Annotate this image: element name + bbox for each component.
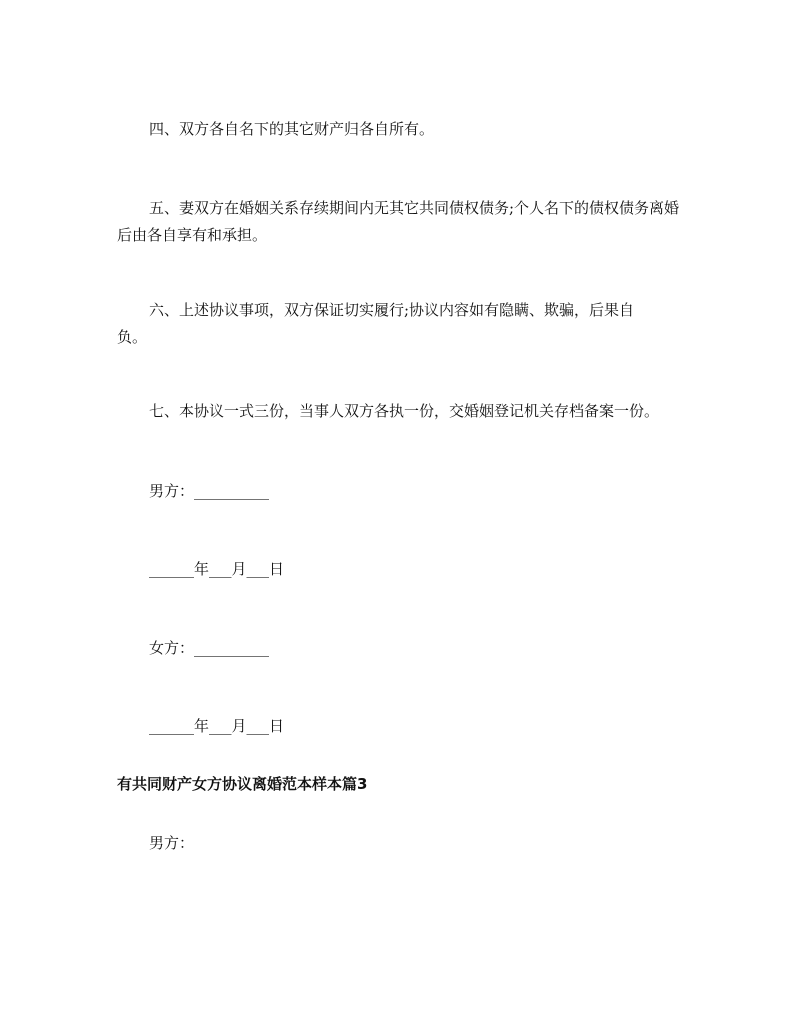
clause-5: 五、妻双方在婚姻关系存续期间内无其它共同债权债务;个人名下的债权债务离婚后由各自享有和承担。 [117, 199, 680, 244]
clause-4: 四、双方各自名下的其它财产归各自所有。 [149, 120, 435, 138]
female-signature-line: 女方：__________ [149, 639, 270, 657]
clause-6: 六、上述协议事项，双方保证切实履行;协议内容如有隐瞒、欺骗，后果自负。 [117, 301, 635, 346]
clause-7: 七、本协议一式三份，当事人双方各执一份，交婚姻登记机关存档备案一份。 [149, 402, 660, 420]
male-signature-line: 男方：__________ [149, 482, 270, 500]
date-line-1: ______年___月___日 [149, 560, 285, 578]
date-line-2: ______年___月___日 [149, 717, 285, 735]
section-heading: 有共同财产女方协议离婚范本样本篇3 [117, 775, 368, 793]
male-label: 男方： [149, 834, 195, 852]
